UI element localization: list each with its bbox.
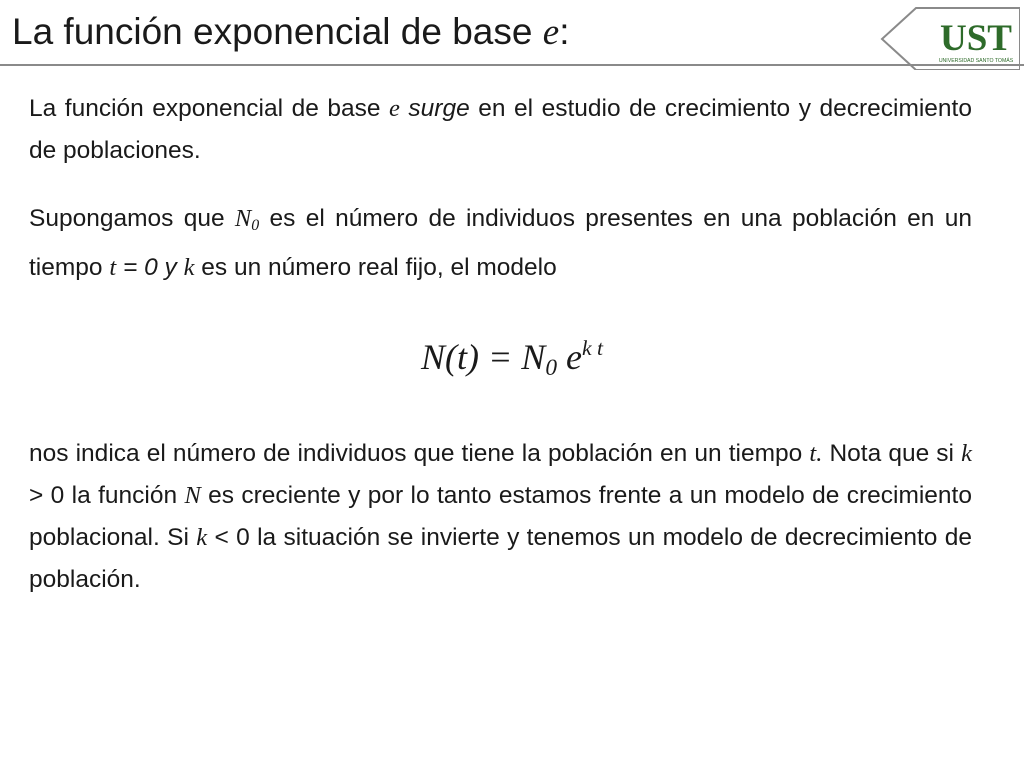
ust-logo (880, 6, 1020, 70)
p3-text-d: es creciente y por lo tanto estamos frente a un modelo de crecimiento poblacional. Si (29, 482, 972, 551)
p3-text-a: nos indica el número de individuos que tiene la población en un tiempo (29, 440, 810, 467)
p2-text-b: es el número de individuos presentes en una población en un tiempo (29, 205, 972, 281)
title-colon: : (559, 11, 570, 52)
title-divider (0, 64, 1024, 66)
slide-title (12, 10, 569, 55)
p3-text-c: > 0 la función (29, 482, 185, 509)
title-text: La función exponencial de base (12, 11, 543, 52)
formula-sub-zero: 0 (545, 354, 558, 381)
p3-text-e: < 0 la situación se invierte y tenemos un modelo de decrecimiento de población. (29, 524, 972, 593)
p3-var-k2: k (196, 524, 208, 551)
explanation-paragraph (29, 433, 972, 601)
p2-text-a: Supongamos que (29, 205, 235, 232)
formula-base-e: e (557, 337, 582, 378)
p3-var-t: t. (809, 440, 823, 467)
p2-sub-zero: 0 (251, 216, 260, 234)
p2-text-c: = 0 y (116, 253, 184, 281)
p2-var-n: N (234, 205, 252, 232)
p3-text-b: Nota que si (822, 440, 962, 467)
p1-var-e: e (389, 95, 400, 122)
formula-exponent: k t (582, 336, 603, 360)
p3-var-k1: k (961, 440, 972, 467)
p2-var-k: k (183, 253, 195, 281)
title-var-e: e (542, 12, 560, 53)
growth-formula (0, 322, 1024, 394)
p2-text-d: es un número real fijo, el modelo (194, 253, 557, 281)
formula-lhs: N(t) = N (421, 337, 546, 378)
p1-text-b: en el estudio de crecimiento y decrecimiento de poblaciones. (29, 95, 972, 164)
logo-subtitle: UNIVERSIDAD SANTO TOMÁS (938, 58, 1014, 64)
p2-var-t: t (109, 253, 117, 281)
p1-text-a: La función exponencial de base (29, 95, 390, 122)
p3-var-n: N (184, 482, 201, 509)
p1-surge: surge (408, 95, 470, 122)
logo-mark: UST (940, 18, 1012, 59)
intro-paragraph (29, 88, 972, 172)
assumption-paragraph (29, 198, 972, 289)
